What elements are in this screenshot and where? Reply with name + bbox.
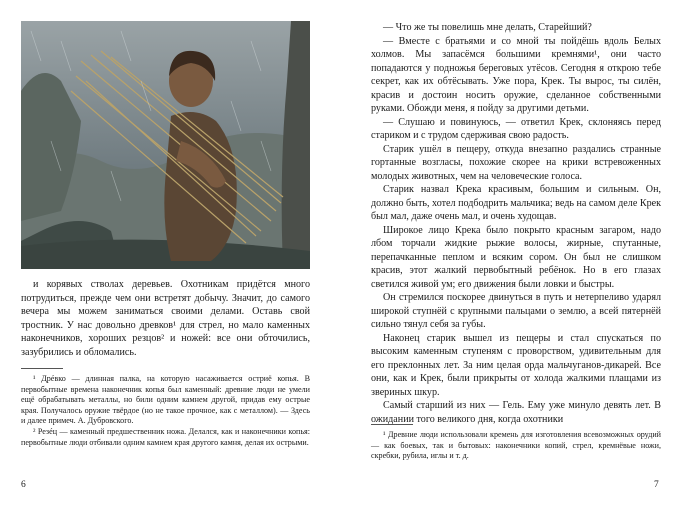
right-page bbox=[342, 0, 684, 529]
footnote: ¹ Дрéвко — длинная палка, на которую насаживается остриё копья. В первобытные времена наконечник копья был каменный: древние люди не умели ещё обрабатывать металлы, но били одним камнем другой, придав ему острые края. Получалось оружие твёрдое (но не такое прочное, как с металлом). — Здесь и далее примеч. А. Дубровского. bbox=[21, 374, 310, 426]
paragraph: — Вместе с братьями и со мной ты пойдёшь вдоль Белых холмов. Мы запасёмся большими кремнями¹, они часто попадаются у подножья береговых утёсов. Сегодня я открою тебе секрет, как их обтёсывать. Уже пора, Крек. Ты вырос, ты силён, красив и достоин носить оружие, сделанное собственными руками. Обожди меня, я пойду за другими детьми. bbox=[371, 35, 661, 114]
footnote: ¹ Древние люди использовали кремень для изготовления всевозможных орудий — как боевых, так и бытовых: наконечники копий, стрел, кремнёвые ножи, скребки, рубила, иглы и т. д. bbox=[371, 430, 661, 461]
left-body-text bbox=[21, 278, 310, 359]
page-number: 6 bbox=[21, 480, 26, 490]
paragraph: Старик назвал Крека красивым, большим и сильным. Он, должно быть, хотел подбодрить мальчика; ведь на самом деле Крек был мал, даже очень мал, и очень худощав. bbox=[371, 184, 661, 222]
paragraph: Наконец старик вышел из пещеры и стал спускаться по высоким каменным ступеням с проворством, удивительным для его преклонных лет. За ним целая орда мальчуганов-дикарей. Все они, как и Крек, были прикрыты от холода жалкими плащами из звериных шкур. bbox=[371, 332, 661, 398]
footnote-divider bbox=[21, 368, 63, 369]
paragraph: и корявых стволах деревьев. Охотникам придётся много потрудиться, прежде чем они встретят добычу. Значит, до самого вечера мы можем заниматься своими делами. Оставь свой тростник. У нас довольно древков¹ для стрел, но мало каменных наконечников, хороших резцов² и ножей: все они обточились, зазубрились и обломались. bbox=[21, 279, 310, 358]
illustration-drawing bbox=[21, 21, 310, 269]
paragraph: Широкое лицо Крека было покрыто красным загаром, надо лбом торчали жидкие рыжие волосы, жирные, спутанные, перепачканные пеплом и всяким сором. Он был не слишком красив, этот жалкий первобытный ребёнок. Но в его глазах светился живой ум; его движения были ловки и быстры. bbox=[371, 224, 661, 290]
footnote-divider bbox=[371, 424, 413, 425]
right-footnotes bbox=[371, 430, 661, 462]
paragraph: — Слушаю и повинуюсь, — ответил Крек, склоняясь перед стариком и с трудом сдерживая свою радость. bbox=[371, 116, 661, 141]
illustration-boy-with-reeds bbox=[21, 21, 310, 269]
page-number: 7 bbox=[654, 480, 659, 490]
paragraph: — Что же ты повелишь мне делать, Старейший? bbox=[383, 22, 592, 33]
paragraph: Старик ушёл в пещеру, откуда внезапно раздались странные гортанные возгласы, похожие скорее на крики встревоженных молодых животных, чем на человеческие голоса. bbox=[371, 143, 661, 182]
paragraph: Самый старший из них — Гель. Ему уже минуло девять лет. В ожидании того великого дня, когда охотники bbox=[371, 400, 661, 425]
footnote: ² Резéц — каменный предшественник ножа. Делался, как и наконечники копья: первобытные люди отбивали одним камнем края другого камня, делая их острыми. bbox=[21, 426, 310, 447]
right-body-text bbox=[371, 21, 661, 426]
paragraph: Он стремился поскорее двинуться в путь и нетерпеливо ударял широкой ступнёй с крупными пальцами о землю, а всей пятернёй сильно тянул себя за губы. bbox=[371, 292, 661, 330]
left-footnotes bbox=[21, 374, 310, 448]
